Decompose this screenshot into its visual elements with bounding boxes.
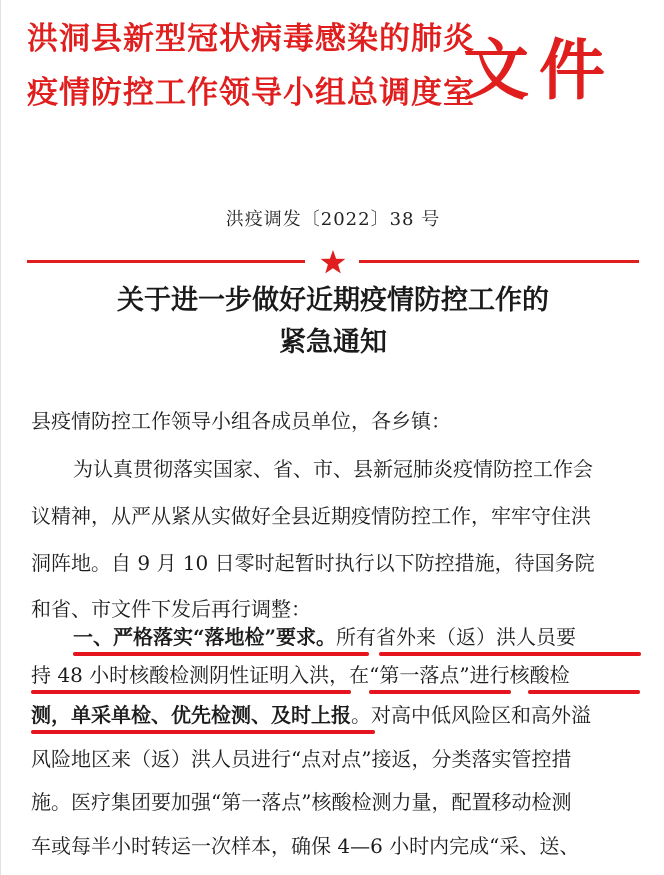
intro-line-4: 和省、市文件下发后再行调整：	[31, 597, 311, 621]
intro-line-2: 议精神，从严从紧从实做好全县近期疫情防控工作，牢牢守住洪	[31, 504, 591, 528]
title-line-2: 紧急通知	[279, 327, 387, 358]
document-number: 洪疫调发〔2022〕38 号	[225, 209, 441, 230]
divider-right-rule	[359, 260, 639, 263]
red-divider	[27, 251, 639, 275]
sec1-line-6: 车或每半小时转运一次样本，确保 4—6 小时内完成“采、送、	[31, 834, 580, 858]
sec1-line-3	[31, 700, 591, 730]
highlight-underline	[528, 690, 640, 694]
divider-left-rule	[27, 260, 305, 263]
sec1-line-1-rest: 所有省外来（返）洪人员要	[336, 625, 577, 649]
masthead-line-2: 疫情防控工作领导小组总调度室	[27, 75, 475, 111]
star-icon	[320, 249, 346, 275]
masthead-doc-word: 文件	[463, 31, 615, 109]
document-title	[1, 280, 664, 364]
sec1-line-3-part-b: 。对高中低风险区和高外溢	[351, 703, 591, 727]
highlight-underline	[379, 652, 641, 656]
masthead-issuer	[27, 12, 475, 120]
sec1-line-2	[31, 660, 570, 690]
sec1-line-2-part-b: 在“第一落点”	[349, 663, 470, 687]
sec1-line-3-part-a: 测，单采单检、优先检测、及时上报	[31, 703, 351, 727]
sec1-line-1	[73, 622, 576, 652]
masthead-line-1: 洪洞县新型冠状病毒感染的肺炎	[27, 21, 475, 57]
section-1-heading: 一、严格落实“落地检”要求。	[73, 625, 337, 649]
highlight-underline	[369, 690, 511, 694]
highlight-underline	[73, 652, 369, 656]
intro-line-3: 洞阵地。自 9 月 10 日零时起暂时执行以下防控措施，待国务院	[31, 551, 595, 575]
sec1-line-5: 施。医疗集团要加强“第一落点”核酸检测力量，配置移动检测	[31, 790, 572, 814]
salutation: 县疫情防控工作领导小组各成员单位，各乡镇：	[31, 409, 451, 433]
sec1-line-2-part-a: 持 48 小时核酸检测阴性证明入洪，	[31, 663, 350, 687]
title-line-1: 关于进一步做好近期疫情防控工作的	[117, 285, 549, 316]
sec1-line-2-part-c: 进行核酸检	[469, 663, 570, 687]
highlight-underline	[31, 730, 375, 734]
highlight-underline	[31, 690, 351, 694]
intro-line-1: 为认真贯彻落实国家、省、市、县新冠肺炎疫情防控工作会	[73, 457, 593, 481]
sec1-line-4: 风险地区来（返）洪人员进行“点对点”接返，分类落实管控措	[31, 747, 572, 771]
